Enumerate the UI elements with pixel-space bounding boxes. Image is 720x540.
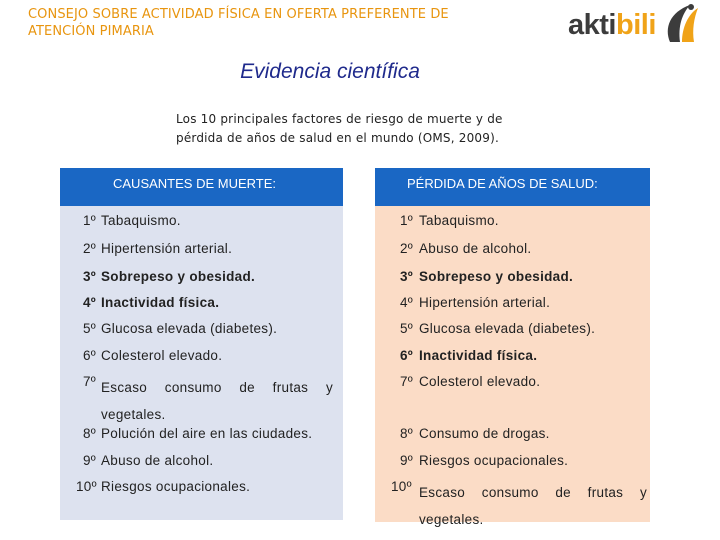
subtitle: Los 10 principales factores de riesgo de muerte y de pérdida de años de salud en el mundo (OMS, 2009). [176, 112, 503, 145]
left-column-header [60, 168, 343, 206]
section-title: Evidencia científica [240, 60, 420, 83]
aktibili-logo [568, 2, 700, 44]
logo-text [568, 9, 656, 41]
left-column-list: 1º Tabaquismo. 2º Hipertensión arterial. 3º Sobrepeso y obesidad. 4º Inactividad física. 5º Glucosa elevada (diabetes). 6º Colesterol elevado. 7º Escaso consumo de frutas y vegetales. 8º Polución del aire en las ciudades. 9º Abuso de alcohol. 10º Riesgos ocupacionales. [60, 206, 343, 520]
right-column-list: 1º Tabaquismo. 2º Abuso de alcohol. 3º Sobrepeso y obesidad. 4º Hipertensión arterial. 5º Glucosa elevada (diabetes). 6º Inactividad física. 7º Colesterol elevado. 8º Consumo de drogas. 9º Riesgos ocupacionales. 10º Escaso consumo de frutas y vegetales. [375, 206, 650, 522]
logo-text-part2: bili [615, 9, 656, 41]
header-title: CONSEJO SOBRE ACTIVIDAD FÍSICA EN OFERTA PREFERENTE DE ATENCIÓN PIMARIA [28, 7, 449, 39]
left-header-label: CAUSANTES DE MUERTE: [113, 176, 277, 191]
right-header-label: PÉRDIDA DE AÑOS DE SALUD: [407, 176, 598, 191]
right-column-header [375, 168, 650, 206]
logo-text-part1: akti [568, 9, 616, 41]
logo-swoosh-icon [660, 2, 700, 44]
